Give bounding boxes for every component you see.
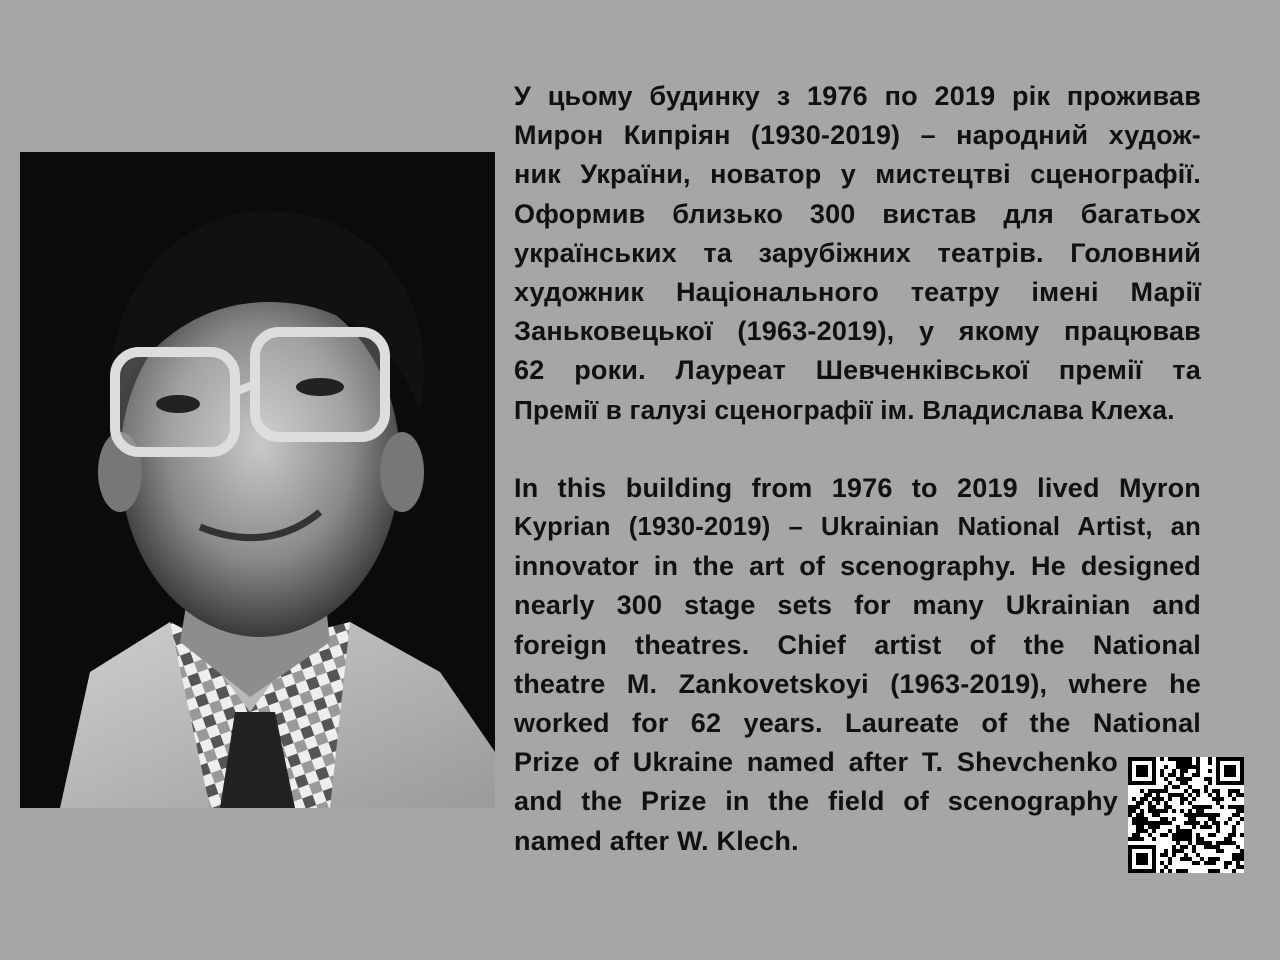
en-line: Kyprian (1930-2019) – Ukrainian National Artist, an: [514, 513, 1201, 542]
ua-line: ник України, новатор у мистецтві сценографії.: [514, 159, 1201, 190]
en-line: named after W. Klech.: [514, 825, 799, 856]
english-paragraph-tail: [514, 743, 1118, 861]
en-line: nearly 300 stage sets for many Ukrainian and: [514, 590, 1201, 621]
ua-line: українських та зарубіжних театрів. Головний: [514, 237, 1201, 268]
ua-line: У цьому будинку з 1976 по 2019 рік проживав: [514, 81, 1201, 111]
en-line: In this building from 1976 to 2019 lived Myron: [514, 472, 1201, 503]
ua-line: художник Національного театру імені Марії: [514, 277, 1201, 308]
english-paragraph: [514, 469, 1201, 743]
ua-line: Премії в галузі сценографії ім. Владислава Клеха.: [514, 394, 1175, 425]
portrait-photo: [20, 152, 495, 808]
en-line: worked for 62 years. Laureate of the National: [514, 708, 1201, 739]
en-line: and the Prize in the field of scenography: [514, 786, 1118, 817]
en-line: theatre M. Zankovetskoyi (1963-2019), where he: [514, 668, 1201, 699]
qr-code-icon[interactable]: [1128, 757, 1244, 873]
en-line: Prize of Ukraine named after T. Shevchenko: [514, 747, 1118, 778]
ua-line: 62 роки. Лауреат Шевченківської премії та: [514, 355, 1201, 386]
plaque-text: [514, 77, 1201, 861]
ua-line: Мирон Кипріян (1930-2019) – народний худож-: [514, 120, 1201, 151]
ukrainian-paragraph: [514, 77, 1201, 430]
ua-line: Оформив близько 300 вистав для багатьох: [514, 198, 1201, 229]
en-line: innovator in the art of scenography. He designed: [514, 551, 1201, 582]
ua-line: Заньковецької (1963-2019), у якому працював: [514, 316, 1201, 347]
en-line: foreign theatres. Chief artist of the National: [514, 629, 1201, 660]
